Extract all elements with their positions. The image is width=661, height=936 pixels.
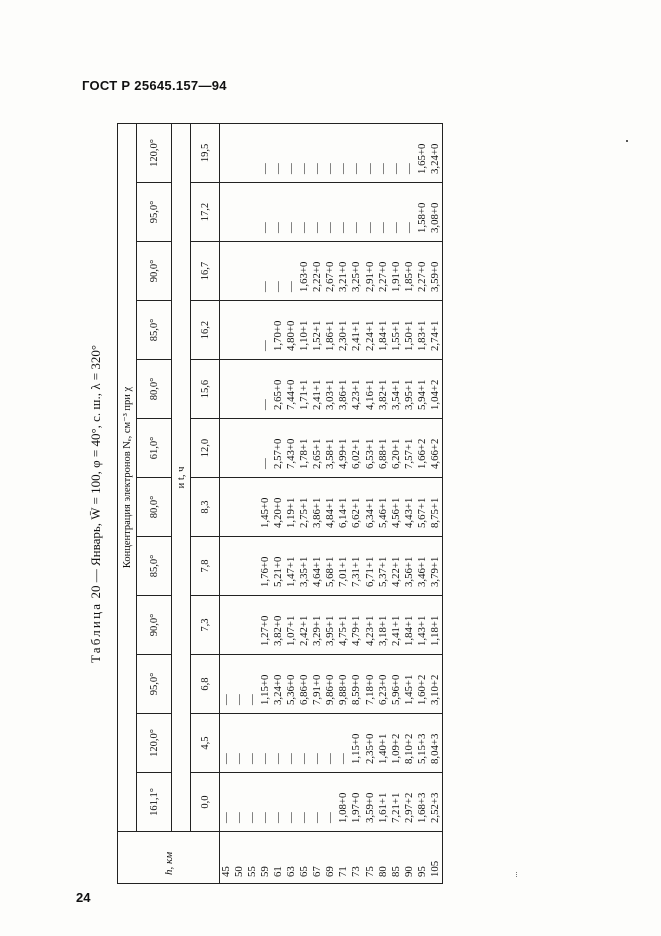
table-cell: — [298, 222, 311, 233]
table-cell: — [311, 753, 324, 764]
h-value: 90 [402, 866, 415, 877]
h-value: 80 [376, 866, 389, 877]
table-cell: 1,68+3 [415, 792, 428, 823]
table-cell: 3,25+0 [350, 261, 363, 292]
time-header-cell: 16,7 [191, 242, 220, 301]
time-header-cell: 8,3 [191, 478, 220, 537]
table-cell: 7,31+1 [350, 556, 363, 587]
table-cell: 1,10+1 [298, 320, 311, 351]
table-cell: 1,85+0 [402, 261, 415, 292]
table-cell: — [272, 281, 285, 292]
table-cell: 3,95+1 [324, 615, 337, 646]
table-cell: 1,61+1 [376, 792, 389, 823]
table-cell: — [337, 753, 350, 764]
table-cell: — [298, 753, 311, 764]
table-cell: 1,04+2 [428, 379, 441, 410]
table-cell [233, 242, 246, 292]
rotated-table-block [83, 124, 473, 884]
chi-header-row [137, 123, 172, 883]
table-cell: 3,24+0 [428, 143, 441, 174]
time-header-cell: 6,8 [191, 655, 220, 714]
table-cell: — [220, 753, 232, 764]
table-cell: 1,07+1 [285, 615, 298, 646]
table-cell: 3,21+0 [337, 261, 350, 292]
table-cell: — [272, 222, 285, 233]
table-cell: — [233, 694, 246, 705]
table-cell: 6,20+1 [389, 438, 402, 469]
chi-header-cell: 85,0° [137, 301, 172, 360]
h-value: 45 [220, 866, 232, 877]
table-cell: — [272, 163, 285, 174]
table-cell: 4,80+0 [285, 320, 298, 351]
table-cell: 7,01+1 [337, 556, 350, 587]
table-cell: — [233, 812, 246, 823]
h-value: 85 [389, 866, 402, 877]
table-caption [83, 124, 109, 884]
table-cell: 2,74+1 [428, 320, 441, 351]
table-cell: — [311, 163, 324, 174]
h-value: 69 [324, 866, 337, 877]
electron-concentration-table [117, 123, 443, 884]
table-cell [246, 596, 259, 646]
table-cell: 1,65+0 [415, 143, 428, 174]
chi-header-cell: 61,0° [137, 419, 172, 478]
table-cell: 2,52+3 [428, 792, 441, 823]
table-cell: 8,59+0 [350, 674, 363, 705]
table-cell: 3,86+1 [337, 379, 350, 410]
table-cell: 2,75+1 [298, 497, 311, 528]
table-cell: 6,71+1 [363, 556, 376, 587]
table-cell: 8,10+2 [402, 733, 415, 764]
time-header-cell: 7,3 [191, 596, 220, 655]
table-cell [233, 183, 246, 233]
table-cell: 1,66+2 [415, 438, 428, 469]
table-cell: 1,60+2 [415, 674, 428, 705]
time-header-cell: 0,0 [191, 773, 220, 832]
table-cell: 3,24+0 [272, 674, 285, 705]
table-cell: — [324, 753, 337, 764]
table-cell: 3,03+1 [324, 379, 337, 410]
table-cell: 8,75+1 [428, 497, 441, 528]
table-cell [220, 183, 233, 233]
table-cell: — [246, 812, 259, 823]
table-cell: 1,15+0 [350, 733, 363, 764]
table-cell: 2,57+0 [272, 438, 285, 469]
table-cell: — [350, 163, 363, 174]
table-cell: 2,65+1 [311, 438, 324, 469]
table-cell: 2,67+0 [324, 261, 337, 292]
table-cell: 1,76+0 [259, 556, 272, 587]
table-caption-text: 20 — Январь, W̄ = 100, φ = 40°, с. ш., λ = 320° [88, 344, 103, 602]
table-cell: 3,46+1 [415, 556, 428, 587]
page-number: 24 [76, 890, 91, 905]
table-cell: 1,52+1 [311, 320, 324, 351]
table-cell: — [272, 812, 285, 823]
table-cell: 1,45+1 [402, 674, 415, 705]
table-cell: 6,62+1 [350, 497, 363, 528]
value-column [220, 596, 443, 655]
chi-header-cell: 85,0° [137, 537, 172, 596]
document-header: ГОСТ Р 25645.157—94 [82, 78, 227, 93]
table-cell: 1,63+0 [298, 261, 311, 292]
table-cell: — [259, 458, 272, 469]
table-cell: — [324, 222, 337, 233]
table-cell: — [350, 222, 363, 233]
table-cell: 4,66+2 [428, 438, 441, 469]
table-cell: 2,97+2 [402, 792, 415, 823]
table-cell: 1,47+1 [285, 556, 298, 587]
table-cell [220, 537, 233, 587]
table-cell: 1,40+1 [376, 733, 389, 764]
table-cell: 4,23+1 [363, 615, 376, 646]
chi-header-cell: 120,0° [137, 714, 172, 773]
table-cell: — [246, 694, 259, 705]
table-cell [233, 478, 246, 528]
table-cell: — [259, 340, 272, 351]
table-cell [233, 419, 246, 469]
table-cell: — [389, 163, 402, 174]
table-cell: 5,15+3 [415, 733, 428, 764]
table-cell: — [402, 163, 415, 174]
table-cell: 3,59+0 [428, 261, 441, 292]
table-cell: — [285, 163, 298, 174]
table-cell: 1,50+1 [402, 320, 415, 351]
table-cell: 1,27+0 [259, 615, 272, 646]
value-column [220, 301, 443, 360]
chi-header-cell: 90,0° [137, 242, 172, 301]
time-header-cell: 12,0 [191, 419, 220, 478]
h-value: 67 [311, 866, 324, 877]
value-column [220, 537, 443, 596]
table-cell: 4,56+1 [389, 497, 402, 528]
chi-header-cell: 80,0° [137, 478, 172, 537]
table-cell: 2,24+1 [363, 320, 376, 351]
chi-header-cell: 120,0° [137, 123, 172, 182]
h-value: 50 [233, 866, 246, 877]
table-caption-prefix: Таблица [88, 601, 103, 664]
table-cell: — [363, 163, 376, 174]
table-cell: — [389, 222, 402, 233]
table-cell [220, 124, 233, 174]
value-column [220, 419, 443, 478]
table-cell: 1,55+1 [389, 320, 402, 351]
concentration-header: Концентрация электронов Nₑ, см⁻³ при χ [118, 123, 137, 831]
table-cell: 1,18+1 [428, 615, 441, 646]
table-cell [246, 183, 259, 233]
h-value: 61 [272, 866, 285, 877]
table-cell: 6,53+1 [363, 438, 376, 469]
table-cell: 4,22+1 [389, 556, 402, 587]
table-cell: — [259, 163, 272, 174]
table-cell: — [285, 812, 298, 823]
table-cell: 6,86+0 [298, 674, 311, 705]
table-cell: — [363, 222, 376, 233]
table-cell: 2,27+0 [376, 261, 389, 292]
value-column [220, 123, 443, 182]
table-cell: 2,35+0 [363, 733, 376, 764]
table-cell: — [272, 753, 285, 764]
value-column [220, 360, 443, 419]
table-cell: 1,19+1 [285, 497, 298, 528]
table-cell: 1,15+0 [259, 674, 272, 705]
table-cell [220, 360, 233, 410]
h-value: 73 [350, 866, 363, 877]
table-cell: 1,91+0 [389, 261, 402, 292]
chi-header-cell: 161,1° [137, 773, 172, 832]
table-cell [220, 419, 233, 469]
table-cell: 1,86+1 [324, 320, 337, 351]
table-cell: 5,96+0 [389, 674, 402, 705]
chi-header-cell: 95,0° [137, 183, 172, 242]
table-cell: 4,75+1 [337, 615, 350, 646]
time-header-cell: 4,5 [191, 714, 220, 773]
h-value: 59 [259, 866, 272, 877]
table-cell: 5,21+0 [272, 556, 285, 587]
table-cell: 5,67+1 [415, 497, 428, 528]
table-cell: 7,21+1 [389, 792, 402, 823]
scan-speck [626, 140, 628, 142]
table-cell: — [220, 812, 232, 823]
table-cell: 5,46+1 [376, 497, 389, 528]
table-cell: 6,88+1 [376, 438, 389, 469]
h-value: 75 [363, 866, 376, 877]
table-cell: 1,09+2 [389, 733, 402, 764]
table-cell: 1,84+1 [402, 615, 415, 646]
table-cell: 2,41+1 [311, 379, 324, 410]
table-cell [246, 537, 259, 587]
table-cell: 1,71+1 [298, 379, 311, 410]
time-header-cell: 7,8 [191, 537, 220, 596]
chi-header-cell: 90,0° [137, 596, 172, 655]
table-cell: 7,44+0 [285, 379, 298, 410]
scan-mark [516, 872, 520, 877]
table-cell: 2,27+0 [415, 261, 428, 292]
table-cell: 8,04+3 [428, 733, 441, 764]
value-column [220, 714, 443, 773]
table-cell: 6,02+1 [350, 438, 363, 469]
table-cell: 3,29+1 [311, 615, 324, 646]
table-cell: — [376, 222, 389, 233]
table-cell: 4,16+1 [363, 379, 376, 410]
table-cell: 4,43+1 [402, 497, 415, 528]
table-cell: — [298, 163, 311, 174]
table-cell: 1,97+0 [350, 792, 363, 823]
h-value: 105 [428, 860, 441, 877]
table-cell: 1,58+0 [415, 202, 428, 233]
h-values-column [220, 832, 443, 884]
table-cell: 3,35+1 [298, 556, 311, 587]
table-cell: 9,88+0 [337, 674, 350, 705]
table-cell: 4,20+0 [272, 497, 285, 528]
table-cell: — [259, 812, 272, 823]
table-cell: 4,84+1 [324, 497, 337, 528]
time-header: и t, ч [172, 123, 191, 831]
table-cell: 2,41+1 [350, 320, 363, 351]
table-cell: — [285, 281, 298, 292]
table-cell: — [337, 222, 350, 233]
table-cell: 3,08+0 [428, 202, 441, 233]
table-cell: 7,18+0 [363, 674, 376, 705]
table-cell: 3,56+1 [402, 556, 415, 587]
time-header-cell: 19,5 [191, 123, 220, 182]
table-cell: — [246, 753, 259, 764]
table-cell: 3,59+0 [363, 792, 376, 823]
table-cell: — [285, 222, 298, 233]
table-cell: — [285, 753, 298, 764]
table-cell: 2,41+1 [389, 615, 402, 646]
table-cell: 3,86+1 [311, 497, 324, 528]
table-cell: — [259, 753, 272, 764]
table-cell: 9,86+0 [324, 674, 337, 705]
h-value: 65 [298, 866, 311, 877]
h-value: 95 [415, 866, 428, 877]
table-cell: — [311, 222, 324, 233]
table-cell: 5,94+1 [415, 379, 428, 410]
table-cell [220, 301, 233, 351]
h-value: 55 [246, 866, 259, 877]
table-cell: — [324, 812, 337, 823]
table-cell: 3,82+1 [376, 379, 389, 410]
h-value: 63 [285, 866, 298, 877]
table-cell: — [259, 222, 272, 233]
table-cell [233, 360, 246, 410]
time-header-cell: 17,2 [191, 183, 220, 242]
value-column [220, 183, 443, 242]
value-column [220, 478, 443, 537]
table-cell: 4,64+1 [311, 556, 324, 587]
table-cell: 4,23+1 [350, 379, 363, 410]
table-cell: 4,99+1 [337, 438, 350, 469]
table-cell: 3,58+1 [324, 438, 337, 469]
table-cell [233, 537, 246, 587]
table-cell: — [337, 163, 350, 174]
table-cell: 3,10+2 [428, 674, 441, 705]
table-cell: 2,42+1 [298, 615, 311, 646]
table-cell: — [402, 222, 415, 233]
value-column [220, 655, 443, 714]
table-cell: 3,18+1 [376, 615, 389, 646]
table-cell [246, 419, 259, 469]
chi-header-cell: 95,0° [137, 655, 172, 714]
h-value: 71 [337, 866, 350, 877]
table-cell [246, 301, 259, 351]
table-cell: 7,91+0 [311, 674, 324, 705]
table-cell: 1,83+1 [415, 320, 428, 351]
value-column [220, 242, 443, 301]
table-cell [233, 124, 246, 174]
table-cell: — [298, 812, 311, 823]
table-cell: 1,08+0 [337, 792, 350, 823]
table-cell [246, 360, 259, 410]
table-cell: 7,57+1 [402, 438, 415, 469]
table-cell [246, 242, 259, 292]
table-cell [220, 596, 233, 646]
table-cell: — [311, 812, 324, 823]
table-cell: 1,78+1 [298, 438, 311, 469]
table-cell [220, 478, 233, 528]
table-cell: 6,14+1 [337, 497, 350, 528]
time-header-cell: 16,2 [191, 301, 220, 360]
table-cell: — [233, 753, 246, 764]
table-cell: 4,79+1 [350, 615, 363, 646]
table-cell: 3,82+0 [272, 615, 285, 646]
table-cell: — [259, 281, 272, 292]
table-cell: 1,84+1 [376, 320, 389, 351]
table-cell: — [324, 163, 337, 174]
table-cell: 1,43+1 [415, 615, 428, 646]
table-cell [233, 301, 246, 351]
table-cell: 6,23+0 [376, 674, 389, 705]
time-header-row [191, 123, 220, 883]
table-cell: — [259, 399, 272, 410]
table-cell [246, 124, 259, 174]
table-cell: 2,91+0 [363, 261, 376, 292]
table-cell: 6,34+1 [363, 497, 376, 528]
table-cell [246, 478, 259, 528]
table-cell: 5,68+1 [324, 556, 337, 587]
table-cell: 5,37+1 [376, 556, 389, 587]
chi-header-cell: 80,0° [137, 360, 172, 419]
table-body-row [220, 123, 443, 883]
table-cell: 2,65+0 [272, 379, 285, 410]
table-cell: 3,95+1 [402, 379, 415, 410]
table-cell: — [220, 694, 232, 705]
time-header-cell: 15,6 [191, 360, 220, 419]
table-cell: — [376, 163, 389, 174]
table-cell: 3,54+1 [389, 379, 402, 410]
value-column [220, 773, 443, 832]
table-cell: 2,30+1 [337, 320, 350, 351]
table-cell: 3,79+1 [428, 556, 441, 587]
table-cell [233, 596, 246, 646]
table-cell: 1,70+0 [272, 320, 285, 351]
table-cell: 1,45+0 [259, 497, 272, 528]
table-cell: 5,36+0 [285, 674, 298, 705]
table-cell [220, 242, 233, 292]
h-column-header: h, км [118, 832, 220, 884]
table-cell: 7,43+0 [285, 438, 298, 469]
table-cell: 2,22+0 [311, 261, 324, 292]
